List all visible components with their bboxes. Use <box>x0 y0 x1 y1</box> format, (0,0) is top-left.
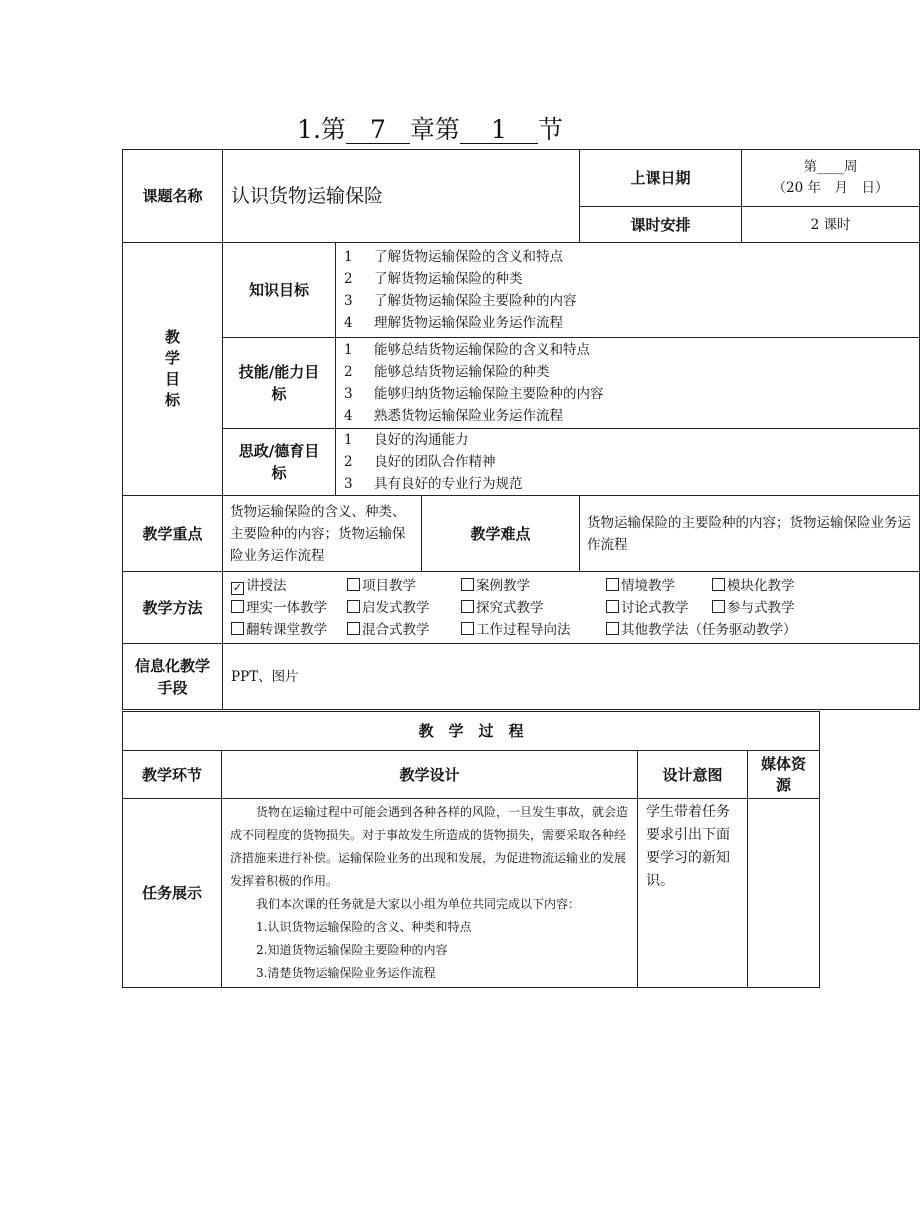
intent-cell: 学生带着任务要求引出下面要学习的新知识。 <box>638 799 748 988</box>
col-media: 媒体资源 <box>748 751 820 799</box>
method-label: 工作过程导向法 <box>476 621 571 638</box>
table-row <box>123 799 820 988</box>
method-option[interactable] <box>461 575 606 597</box>
list-item-number: 1 <box>344 249 353 265</box>
methods-label: 教学方法 <box>123 572 223 644</box>
list-item-number: 3 <box>344 386 353 402</box>
method-label: 案例教学 <box>476 577 530 594</box>
design-cell <box>222 799 638 988</box>
method-label: 启发式教学 <box>362 599 430 616</box>
method-option[interactable] <box>231 575 347 597</box>
list-item-text: 熟悉货物运输保险业务运作流程 <box>374 408 563 424</box>
media-value: PPT、图片 <box>223 644 920 710</box>
list-item-number: 4 <box>344 315 353 331</box>
list-item <box>336 405 919 427</box>
chapter-number: 7 <box>346 117 410 144</box>
list-item <box>336 290 919 312</box>
list-item <box>336 246 919 268</box>
col-intent: 设计意图 <box>638 751 748 799</box>
hours-value: 2 课时 <box>742 207 920 243</box>
process-table <box>122 711 820 988</box>
col-stage: 教学环节 <box>123 751 222 799</box>
method-label: 项目教学 <box>362 577 416 594</box>
checkbox-icon[interactable] <box>606 622 619 635</box>
list-item-text: 良好的沟通能力 <box>374 432 469 448</box>
key-point-text: 货物运输保险的含义、种类、主要险种的内容；货物运输保险业务运作流程 <box>223 496 422 572</box>
difficulty-text: 货物运输保险的主要险种的内容；货物运输保险业务运作流程 <box>580 496 920 572</box>
heading-mid: 章第 <box>409 115 460 144</box>
method-label: 讨论式教学 <box>621 599 689 616</box>
checkbox-icon[interactable] <box>606 600 619 613</box>
key-point-label: 教学重点 <box>123 496 223 572</box>
knowledge-label: 知识目标 <box>223 243 336 338</box>
method-option[interactable] <box>606 575 712 597</box>
checkbox-icon[interactable] <box>461 600 474 613</box>
method-option[interactable] <box>461 619 606 641</box>
list-item-number: 2 <box>344 454 353 470</box>
method-option[interactable] <box>606 619 915 641</box>
design-paragraph: 我们本次课的任务就是大家以小组为单位共同完成以下内容： <box>256 897 581 911</box>
design-paragraph: 货物在运输过程中可能会遇到各种各样的风险，一旦发生事故，就会造成不同程度的货物损失。对于事故发生所造成的货物损失，需要采取各种经济措施来进行补偿。运输保险业务的出现和发展，为促进物流运输业的发展发挥着积极的作用。 <box>230 805 629 888</box>
date-day: （20 年 月 日） <box>772 180 889 196</box>
skill-label: 技能/能力目标 <box>223 338 336 429</box>
knowledge-list <box>336 243 920 338</box>
checkbox-checked-icon[interactable]: ✓ <box>232 580 243 594</box>
list-item <box>336 361 919 383</box>
method-option[interactable] <box>712 597 915 619</box>
list-item-text: 理解货物运输保险业务运作流程 <box>374 315 563 331</box>
list-item-number: 2 <box>344 271 353 287</box>
list-item-number: 2 <box>344 364 353 380</box>
methods-grid <box>231 575 915 641</box>
list-item <box>336 268 919 290</box>
lesson-plan-table <box>122 149 920 710</box>
date-cell <box>742 150 920 207</box>
method-label: 探究式教学 <box>476 599 544 616</box>
checkbox-icon[interactable] <box>461 578 474 591</box>
media-resource-cell <box>748 799 820 988</box>
method-label: 讲授法 <box>246 577 287 594</box>
list-item-number: 3 <box>344 476 353 492</box>
heading-prefix: 1.第 <box>297 115 346 144</box>
list-item-text: 了解货物运输保险的含义和特点 <box>374 249 563 265</box>
list-item-text: 良好的团队合作精神 <box>374 454 496 470</box>
method-option[interactable] <box>347 619 461 641</box>
topic-value: 认识货物运输保险 <box>223 150 580 243</box>
list-item <box>336 473 919 495</box>
moral-label: 思政/德育目标 <box>223 429 336 496</box>
checkbox-icon[interactable] <box>347 622 360 635</box>
method-option[interactable] <box>347 597 461 619</box>
date-label: 上课日期 <box>580 150 742 207</box>
moral-list <box>336 429 920 496</box>
media-label: 信息化教学手段 <box>123 644 223 710</box>
checkbox-icon[interactable] <box>461 622 474 635</box>
objectives-label: 教 学 目 标 <box>123 243 223 496</box>
design-task-item: 2.知道货物运输保险主要险种的内容 <box>256 943 448 957</box>
method-option[interactable] <box>461 597 606 619</box>
list-item-number: 3 <box>344 293 353 309</box>
difficulty-label: 教学难点 <box>422 496 580 572</box>
skill-list <box>336 338 920 429</box>
list-item-text: 能够总结货物运输保险的含义和特点 <box>374 342 590 358</box>
method-label: 混合式教学 <box>362 621 430 638</box>
col-design: 教学设计 <box>222 751 638 799</box>
stage-cell: 任务展示 <box>123 799 222 988</box>
list-item <box>336 383 919 405</box>
list-item-text: 能够归纳货物运输保险主要险种的内容 <box>374 386 604 402</box>
section-number: 1 <box>460 117 538 144</box>
list-item <box>336 429 919 451</box>
list-item-number: 1 <box>344 432 353 448</box>
hours-label: 课时安排 <box>580 207 742 243</box>
list-item-text: 具有良好的专业行为规范 <box>374 476 523 492</box>
checkbox-icon[interactable] <box>606 578 619 591</box>
design-task-item: 1.认识货物运输保险的含义、种类和特点 <box>256 920 472 934</box>
method-option[interactable] <box>231 619 347 641</box>
topic-label: 课题名称 <box>123 150 223 243</box>
method-option[interactable] <box>712 575 915 597</box>
design-task-item: 3.清楚货物运输保险业务运作流程 <box>256 966 436 980</box>
method-label: 参与式教学 <box>727 599 795 616</box>
method-label: 理实一体教学 <box>246 599 327 616</box>
checkbox-icon[interactable] <box>347 600 360 613</box>
page-heading <box>0 110 860 146</box>
list-item-text: 了解货物运输保险主要险种的内容 <box>374 293 577 309</box>
list-item <box>336 451 919 473</box>
list-item-number: 1 <box>344 342 353 358</box>
list-item-text: 能够总结货物运输保险的种类 <box>374 364 550 380</box>
checkbox-icon[interactable] <box>712 600 725 613</box>
method-option[interactable] <box>231 597 347 619</box>
method-option[interactable] <box>606 597 712 619</box>
list-item-text: 了解货物运输保险的种类 <box>374 271 523 287</box>
methods-cell <box>223 572 920 644</box>
method-label: 翻转课堂教学 <box>246 621 327 638</box>
list-item-number: 4 <box>344 408 353 424</box>
checkbox-icon[interactable] <box>231 600 244 613</box>
date-week: 第____周 <box>803 159 858 175</box>
method-label: 情境教学 <box>621 577 675 594</box>
process-title: 教 学 过 程 <box>123 712 820 751</box>
checkbox-icon[interactable] <box>231 622 244 635</box>
list-item <box>336 339 919 361</box>
checkbox-icon[interactable] <box>347 578 360 591</box>
checkbox-icon[interactable] <box>712 578 725 591</box>
method-option[interactable] <box>347 575 461 597</box>
method-label: 其他教学法（任务驱动教学） <box>621 621 797 638</box>
method-label: 模块化教学 <box>727 577 795 594</box>
heading-suffix: 节 <box>537 115 563 144</box>
list-item <box>336 312 919 334</box>
